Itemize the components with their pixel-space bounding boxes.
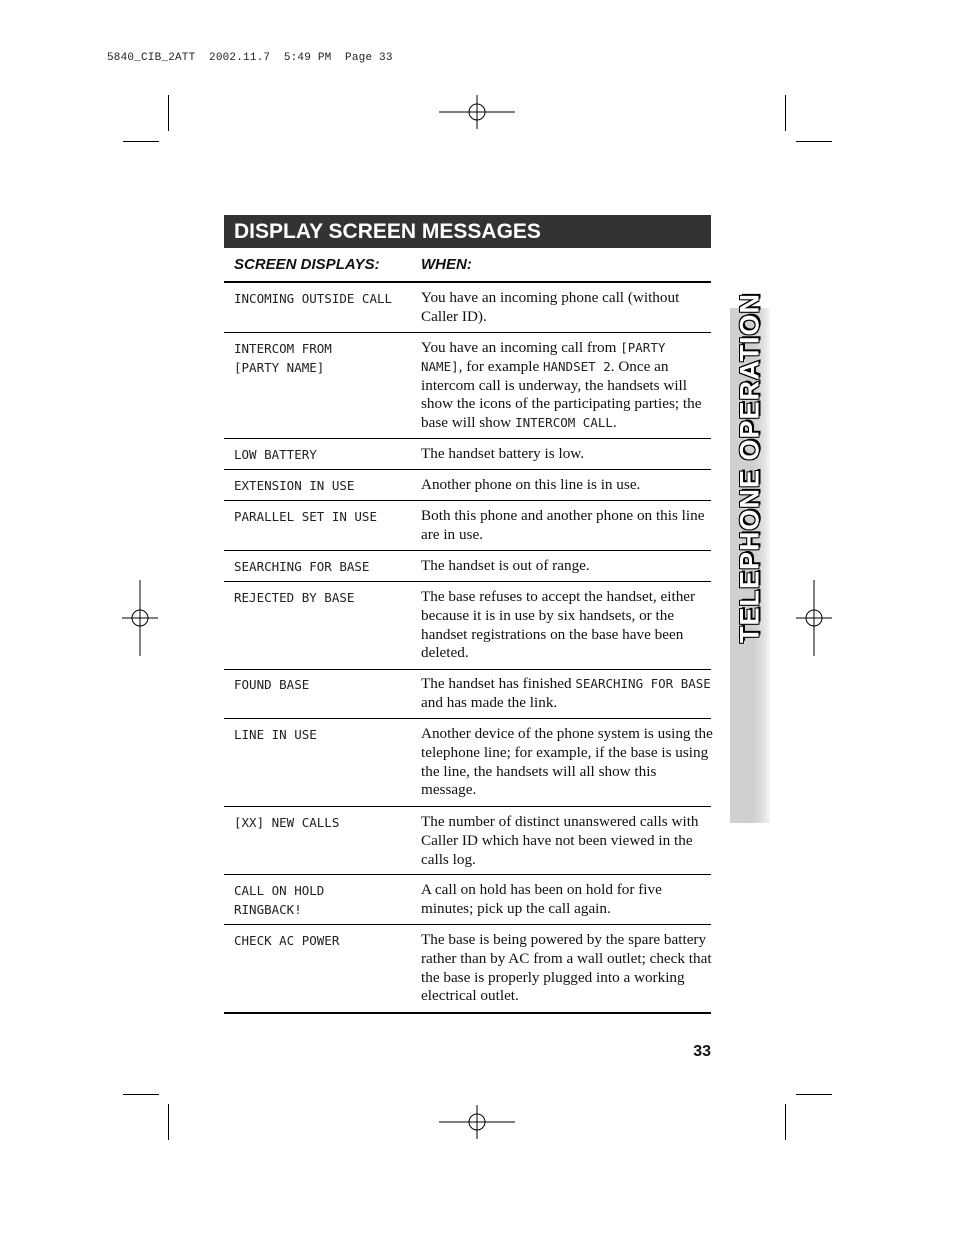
side-tab-label: TELEPHONE OPERATION xyxy=(734,292,765,644)
inline-display-text: SEARCHING FOR BASE xyxy=(575,676,711,691)
screen-display-description xyxy=(421,725,713,800)
description-text: The number of distinct unanswered calls with Caller ID which have not been viewed in the calls log. xyxy=(421,813,699,868)
registration-mark-bottom xyxy=(439,1105,515,1139)
screen-display-code: LOW BATTERY xyxy=(234,447,317,462)
table-rule xyxy=(224,718,711,719)
inline-display-text: HANDSET 2 xyxy=(542,358,611,374)
screen-display-description xyxy=(421,445,713,464)
screen-display-description xyxy=(421,881,713,919)
description-text: and has made the link. xyxy=(421,693,558,711)
registration-mark-right xyxy=(796,580,832,656)
screen-display-description xyxy=(421,507,713,545)
screen-display-description xyxy=(421,476,713,495)
print-slug: 5840_CIB_2ATT 2002.11.7 5:49 PM Page 33 xyxy=(107,52,393,64)
table-rule xyxy=(224,874,711,875)
screen-display-code: SEARCHING FOR BASE xyxy=(234,559,370,574)
table-rule xyxy=(224,924,711,925)
screen-display-description xyxy=(421,557,713,576)
registration-mark-top xyxy=(439,95,515,129)
description-text: . Once an intercom call is underway, the handsets will show the icons of the participating parties; the base will show xyxy=(421,357,702,432)
description-text: The handset battery is low. xyxy=(421,445,585,462)
section-title: DISPLAY SCREEN MESSAGES xyxy=(224,215,711,248)
description-text: The handset is out of range. xyxy=(421,557,590,574)
table-rule xyxy=(224,438,711,439)
table-rule xyxy=(224,1012,711,1014)
screen-display-code: INTERCOM FROM [PARTY NAME] xyxy=(234,341,332,375)
description-text: You have an incoming call from xyxy=(421,339,621,356)
table-rule xyxy=(224,550,711,551)
screen-display-description xyxy=(421,588,713,663)
screen-display-description xyxy=(421,813,713,869)
table-rule xyxy=(224,669,711,670)
screen-display-code: [XX] NEW CALLS xyxy=(234,815,340,830)
screen-display-code: EXTENSION IN USE xyxy=(234,478,355,493)
screen-display-code: CALL ON HOLD RINGBACK! xyxy=(234,883,325,917)
screen-display-description xyxy=(421,289,713,327)
column-header-screen-displays: SCREEN DISPLAYS: xyxy=(234,256,380,273)
description-text: . xyxy=(612,414,617,432)
screen-display-code: PARALLEL SET IN USE xyxy=(234,509,377,524)
column-header-when: WHEN: xyxy=(421,256,472,273)
screen-display-code: REJECTED BY BASE xyxy=(234,590,355,605)
screen-display-description xyxy=(421,931,713,1006)
screen-display-description xyxy=(421,675,713,713)
screen-display-code: CHECK AC POWER xyxy=(234,933,340,948)
description-text: , for example xyxy=(458,357,543,375)
registration-mark-left xyxy=(122,580,158,656)
description-text: Another phone on this line is in use. xyxy=(421,476,641,493)
screen-display-code: LINE IN USE xyxy=(234,727,317,742)
description-text: You have an incoming phone call (without Caller ID). xyxy=(421,289,680,325)
inline-display-text: INTERCOM CALL xyxy=(515,415,613,431)
table-rule xyxy=(224,469,711,470)
inline-display-text: [PARTY NAME] xyxy=(421,340,666,374)
description-text: The handset has finished xyxy=(421,675,576,692)
table-rule xyxy=(224,332,711,333)
description-text: Both this phone and another phone on this line are in use. xyxy=(421,507,705,543)
table-rule xyxy=(224,581,711,582)
screen-display-description xyxy=(421,339,713,433)
description-text: A call on hold has been on hold for five minutes; pick up the call again. xyxy=(421,881,662,917)
table-rule xyxy=(224,806,711,807)
page-number: 33 xyxy=(693,1043,711,1060)
description-text: The base refuses to accept the handset, either because it is in use by six handsets, or the handset registrations on the base have been deleted. xyxy=(421,588,696,662)
screen-display-code: INCOMING OUTSIDE CALL xyxy=(234,291,393,306)
screen-display-code: FOUND BASE xyxy=(234,677,310,692)
table-rule xyxy=(224,500,711,501)
description-text: Another device of the phone system is using the telephone line; for example, if the base is using the line, the handsets will all show this message. xyxy=(421,725,713,799)
description-text: The base is being powered by the spare battery rather than by AC from a wall outlet; check that the base is properly plugged into a working electrical outlet. xyxy=(421,931,712,1005)
table-rule xyxy=(224,281,711,283)
